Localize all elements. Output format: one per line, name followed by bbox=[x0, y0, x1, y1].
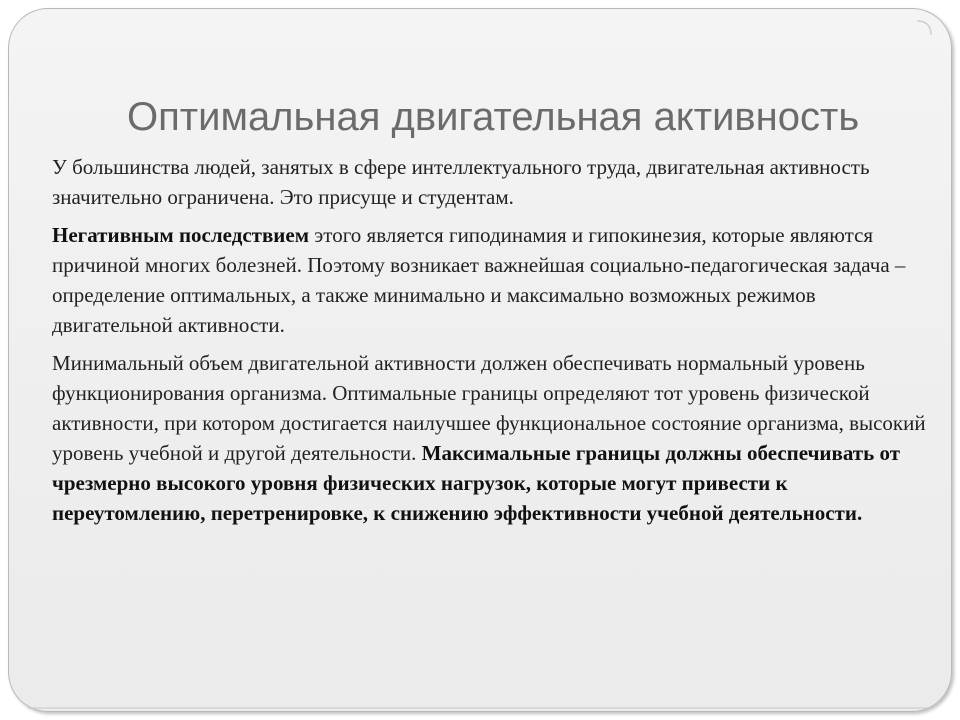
paragraph-3-text: Минимальный объем двигательной активности должен обеспечивать нормальный уровень функционирования организма. Оптимальные границы определяют тот уровень физической активности, при котором достигается наилучшее функциональное состояние организма, высокий уровень учебной и другой деятельности. bbox=[52, 351, 926, 465]
paragraph-2 bbox=[52, 220, 932, 340]
paragraph-2-emphasis: Негативным последствием bbox=[52, 223, 310, 247]
corner-decoration bbox=[915, 19, 933, 37]
paragraph-2-text: этого является гиподинамия и гипокинезия, которые являются причиной многих болезней. Поэтому возникает важнейшая социально-педагогическая задача – определение оптимальных, а также минимально и максимально возможных режимов двигательной активности. bbox=[52, 223, 906, 337]
slide-body bbox=[52, 152, 932, 536]
paragraph-3-emphasis: Максимальные границы должны обеспечивать от чрезмерно высокого уровня физических нагрузок, которые могут привести к переутомлению, перетренировке, к снижению эффективности учебной деятельности. bbox=[52, 441, 901, 525]
paragraph-3 bbox=[52, 348, 932, 528]
slide-frame bbox=[8, 8, 952, 712]
bottom-edge-decoration bbox=[8, 706, 952, 714]
slide-title: Оптимальная двигательная активность bbox=[127, 95, 860, 139]
paragraph-1: У большинства людей, занятых в сфере интеллектуального труда, двигательная активность значительно ограничена. Это присуще и студентам. bbox=[52, 155, 870, 209]
